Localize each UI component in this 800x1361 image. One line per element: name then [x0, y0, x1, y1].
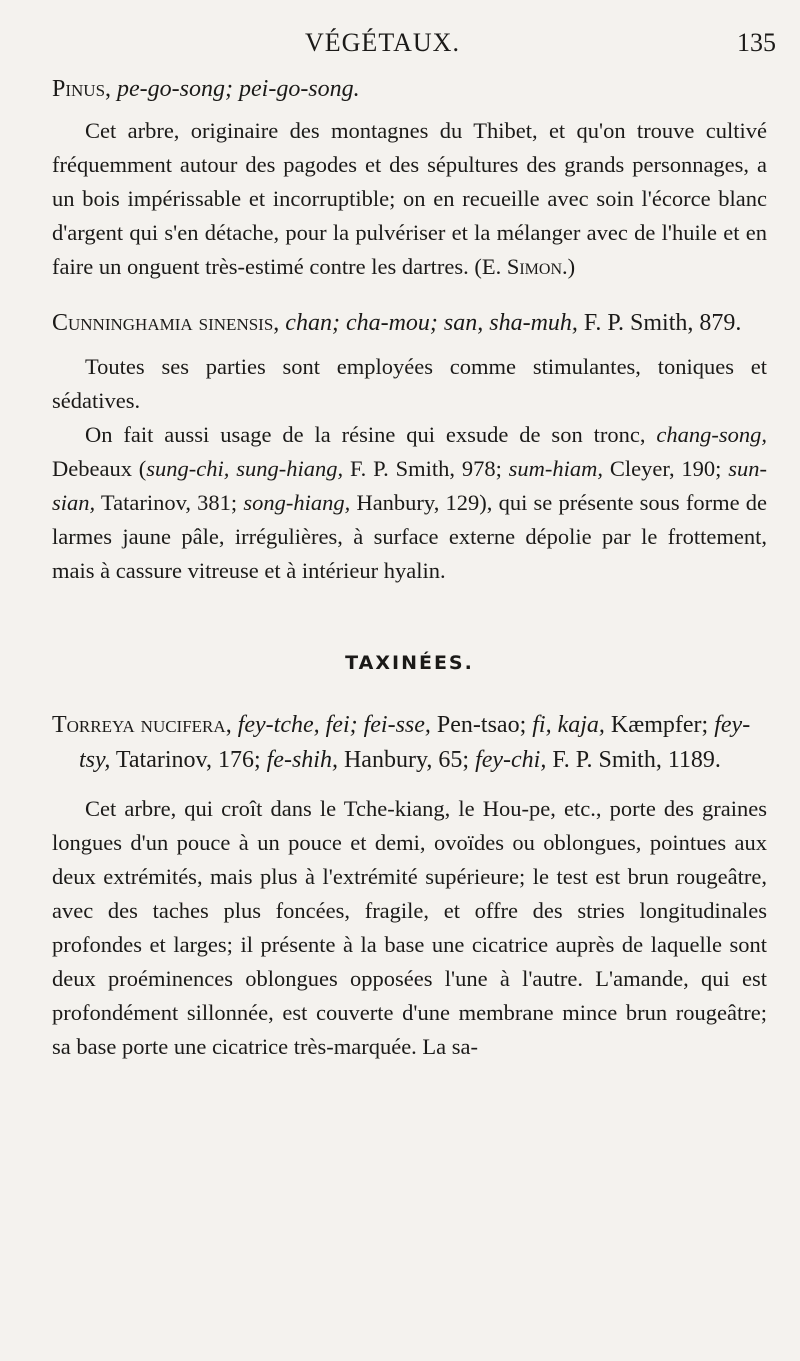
text-run: Tatarinov, 176;: [110, 747, 267, 773]
vernacular-name: fe-shih,: [266, 747, 338, 773]
entry-genus: Pinus: [52, 76, 106, 102]
section-heading: TAXINÉES.: [345, 652, 474, 674]
author-name: Simon: [506, 254, 563, 279]
text-run: Debeaux (: [52, 456, 147, 481]
page-number: 135: [737, 28, 776, 57]
vernacular-name: chang-song,: [656, 422, 767, 447]
text-run: On fait aussi usage de la résine qui exsude de son tronc,: [85, 422, 657, 447]
entry-sep: ,: [273, 310, 286, 336]
paragraph-resin: [52, 418, 767, 588]
text-run: Tatarinov, 381;: [95, 490, 244, 515]
entry-genus: Torreya nucifera: [52, 712, 226, 738]
entry-pinus: [52, 72, 767, 106]
vernacular-name: fey-chi,: [475, 747, 547, 773]
text-run: F. P. Smith, 978;: [343, 456, 509, 481]
text-run: Hanbury, 65;: [337, 747, 476, 773]
paragraph-text: Cet arbre, originaire des montagnes du Thibet, et qu'on trouve cultivé fréquemment autour des pagodes et des sépultures des grands personnages, a un bois impérissable et incorruptible; on en recueille avec soin l'écorce blanc d'argent qui s'en détache, pour la pulvériser et la mélanger avec de l'huile et en faire un onguent très-estimé contre les dartres. (E.: [52, 118, 767, 279]
entry-reference: F. P. Smith, 879.: [577, 310, 742, 336]
paragraph-properties: Toutes ses parties sont employées comme stimulantes, toniques et sédatives.: [52, 354, 767, 413]
vernacular-name: fi, kaja,: [532, 712, 605, 738]
vernacular-name: fey-tsy,: [79, 712, 751, 773]
running-head: [0, 28, 800, 62]
vernacular-name: song-hiang,: [243, 490, 351, 515]
entry-genus: Cunninghamia sinensis: [52, 310, 274, 336]
paragraph-end: .): [562, 254, 576, 279]
entry-vernacular-names: pe-go-song; pei-go-song.: [117, 76, 360, 102]
entry-sep: ,: [225, 712, 238, 738]
entry-vernacular-names: chan; cha-mou; san, sha-muh,: [285, 310, 578, 336]
entry-cunninghamia: [52, 306, 767, 340]
running-title: VÉGÉTAUX.: [305, 28, 460, 57]
text-run: F. P. Smith, 1189.: [546, 747, 721, 773]
text-run: Cleyer, 190;: [603, 456, 729, 481]
text-run: Pen-tsao;: [430, 712, 533, 738]
text-run: Hanbury, 129), qui se présente sous forme de larmes jaune pâle, irrégulières, à surface externe dépolie par le frottement, mais à cassure vitreuse et à intérieur hyalin.: [52, 490, 767, 583]
text-run: Kæmpfer;: [604, 712, 715, 738]
vernacular-name: sun-sian,: [52, 456, 767, 515]
vernacular-name: sum-hiam,: [508, 456, 604, 481]
paragraph-pinus: [52, 114, 767, 284]
body-text: [52, 72, 767, 1064]
entry-sep: ,: [105, 76, 118, 102]
entry-torreya: [52, 708, 767, 778]
vernacular-name: fey-tche, fei; fei-sse,: [237, 712, 431, 738]
paragraph-torreya: Cet arbre, qui croît dans le Tche-kiang, le Hou-pe, etc., porte des graines longues d'un pouce à un pouce et demi, ovoïdes ou oblongues, pointues aux deux extrémités, mais plus à l'extrémité supérieure; le test est brun rougeâtre, avec des taches plus foncées, fragile, et offre des stries longitudinales profondes et larges; il présente à la base une cicatrice auprès de laquelle sont deux proéminences oblongues opposées l'une à l'autre. L'amande, qui est profondément sillonnée, est couverte d'une membrane mince brun rougeâtre; sa base porte une cicatrice très-marquée. La sa-: [52, 796, 767, 1059]
vernacular-name: sung-chi, sung-hiang,: [146, 456, 344, 481]
